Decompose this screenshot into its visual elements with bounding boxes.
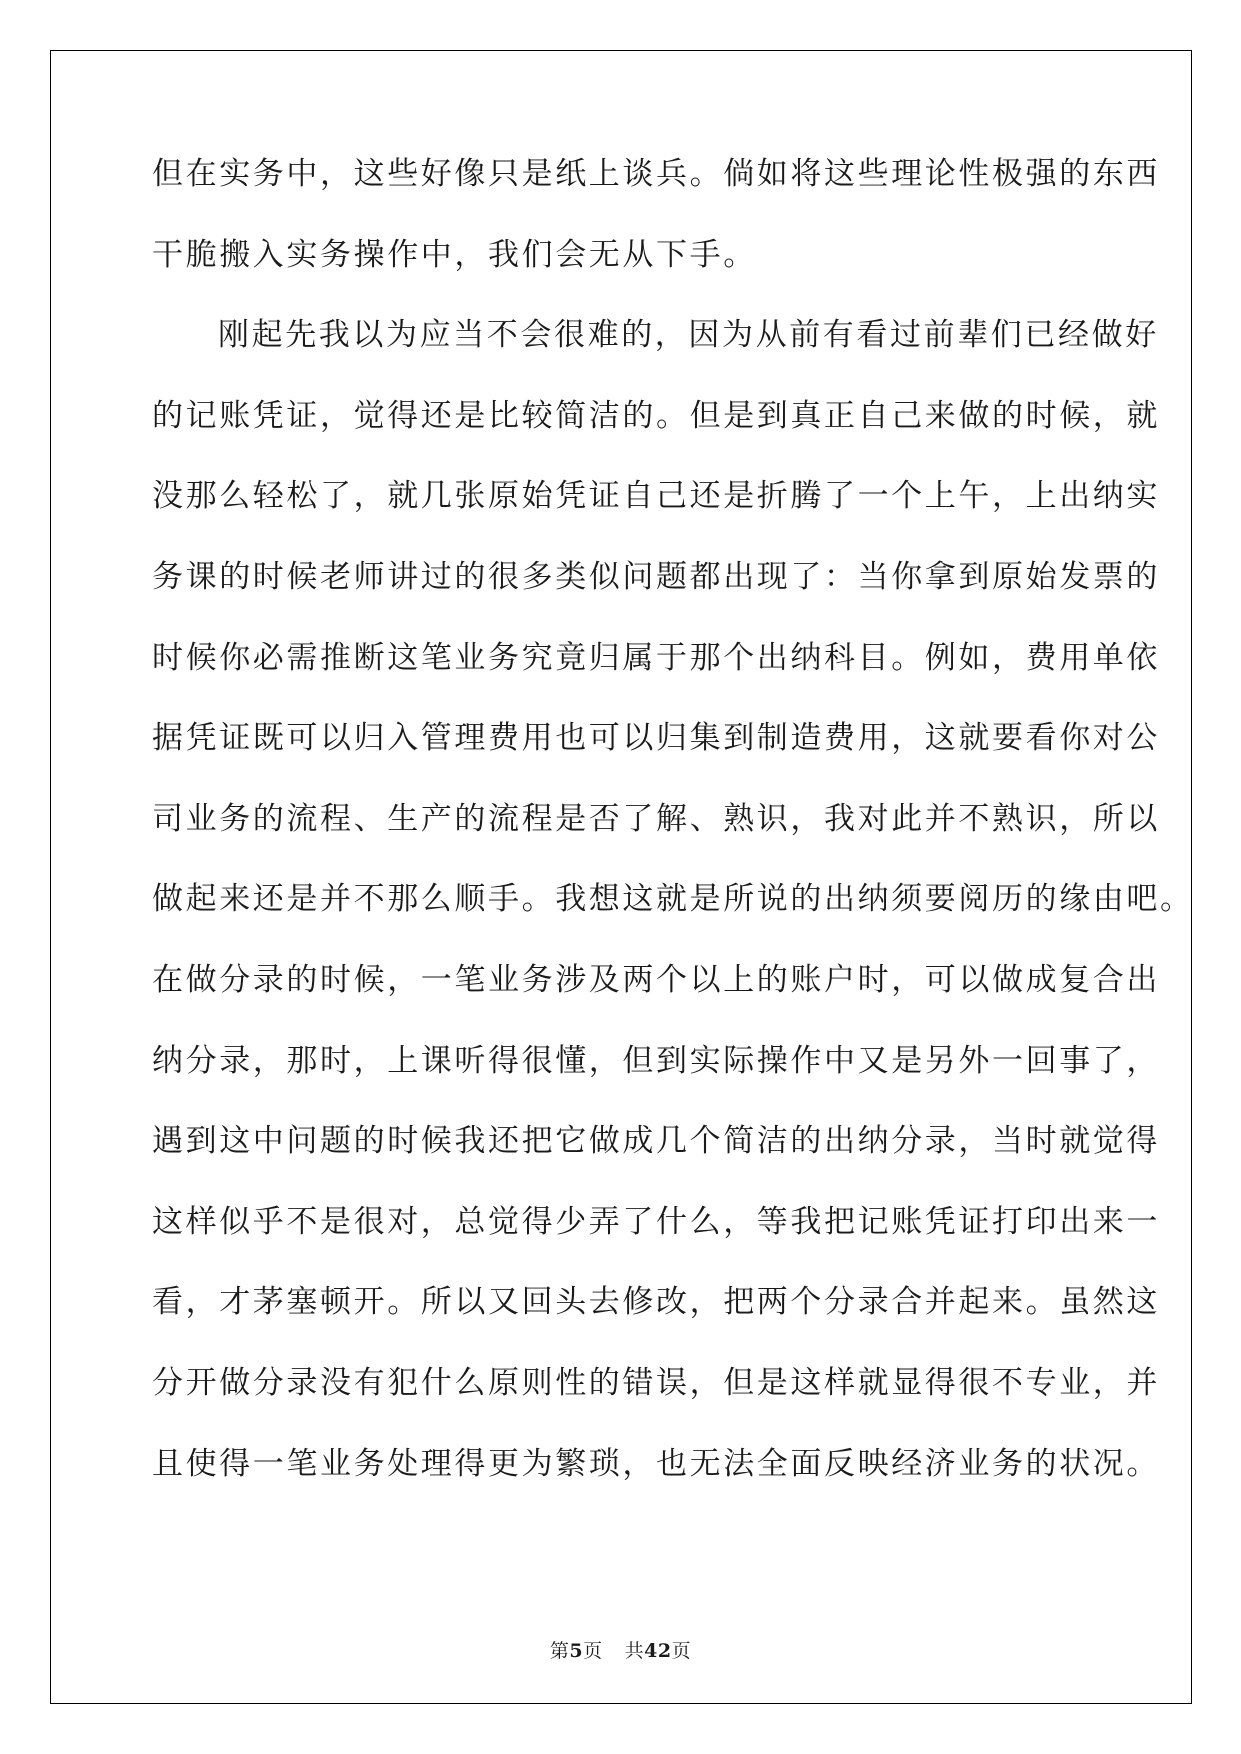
text-line: 且使得一笔业务处理得更为繁琐，也无法全面反映经济业务的状况。 — [152, 1445, 1160, 1482]
text-line: 纳分录，那时，上课听得很懂，但到实际操作中又是另外一回事了， — [152, 1042, 1160, 1079]
text-line: 干脆搬入实务操作中，我们会无从下手。 — [152, 236, 757, 273]
document-body — [152, 156, 1194, 1531]
text-line: 遇到这中问题的时候我还把它做成几个简洁的出纳分录，当时就觉得 — [152, 1123, 1160, 1160]
text-line: 做起来还是并不那么顺手。我想这就是所说的出纳须要阅历的缘由吧。 — [152, 881, 1194, 918]
page-label-prefix: 第 — [549, 1640, 570, 1662]
page-number: 5 — [569, 1640, 584, 1662]
page-label-suffix: 页 — [583, 1640, 603, 1662]
total-pages: 42 — [644, 1640, 672, 1662]
total-label-prefix: 共 — [624, 1640, 645, 1662]
text-line: 务课的时候老师讲过的很多类似问题都出现了：当你拿到原始发票的 — [152, 558, 1160, 595]
text-line: 在做分录的时候，一笔业务涉及两个以上的账户时，可以做成复合出 — [152, 961, 1160, 998]
text-line: 没那么轻松了，就几张原始凭证自己还是折腾了一个上午，上出纳实 — [152, 478, 1160, 515]
total-label-suffix: 页 — [671, 1640, 692, 1662]
text-line: 刚起先我以为应当不会很难的，因为从前有看过前辈们已经做好 — [218, 317, 1159, 354]
text-line: 看，才茅塞顿开。所以又回头去修改，把两个分录合并起来。虽然这 — [152, 1284, 1160, 1321]
text-line: 时候你必需推断这笔业务究竟归属于那个出纳科目。例如，费用单依 — [152, 639, 1160, 676]
text-line: 分开做分录没有犯什么原则性的错误，但是这样就显得很不专业，并 — [152, 1364, 1160, 1401]
text-line: 这样似乎不是很对，总觉得少弄了什么，等我把记账凭证打印出来一 — [152, 1203, 1160, 1240]
page-footer — [0, 1636, 1241, 1663]
text-line: 司业务的流程、生产的流程是否了解、熟识，我对此并不熟识，所以 — [152, 800, 1160, 837]
text-line: 据凭证既可以归入管理费用也可以归集到制造费用，这就要看你对公 — [152, 720, 1160, 757]
text-line: 的记账凭证，觉得还是比较简洁的。但是到真正自己来做的时候，就 — [152, 397, 1160, 434]
text-line: 但在实务中，这些好像只是纸上谈兵。倘如将这些理论性极强的东西 — [152, 156, 1160, 192]
